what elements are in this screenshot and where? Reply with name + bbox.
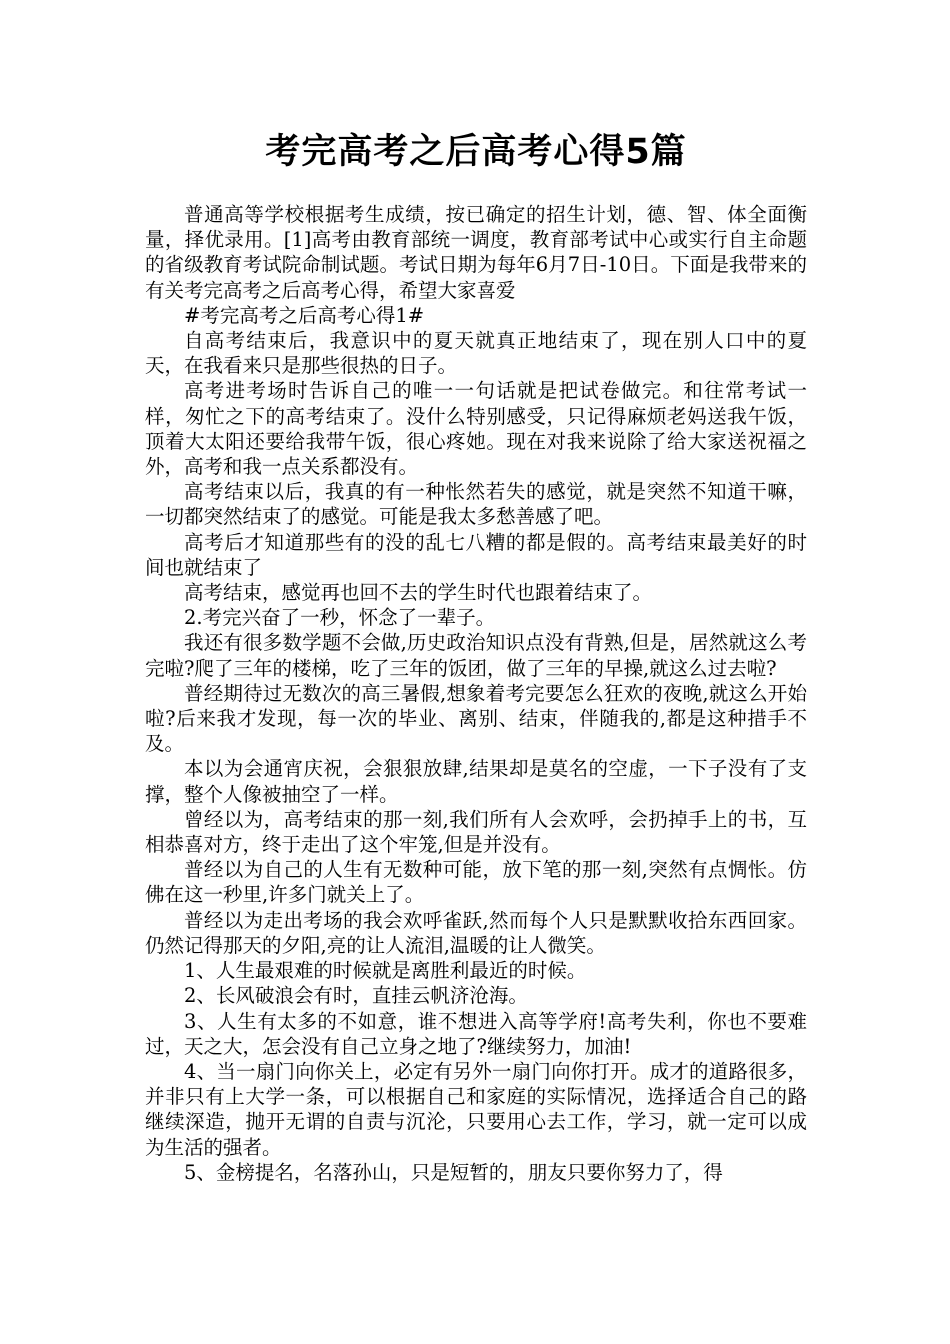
list-item: 1、人生最艰难的时候就是离胜利最近的时候。 [184, 959, 587, 983]
paragraph: 我还有很多数学题不会做,历史政治知识点没有背熟,但是，居然就这么考完啦?爬了三年的楼梯，吃了三年的饭团，做了三年的早操,就这么过去啦? [145, 631, 807, 680]
list-item: 4、当一扇门向你关上，必定有另外一扇门向你打开。成才的道路很多，并非只有上大学一条，可以根据自己和家庭的实际情况，选择适合自己的路继续深造，抛开无谓的自责与沉沦，只要用心去工作，学习，就一定可以成为生活的强者。 [145, 1059, 807, 1159]
paragraph: 高考后才知道那些有的没的乱七八糟的都是假的。高考结束最美好的时间也就结束了 [145, 530, 807, 579]
list-item: 3、人生有太多的不如意，谁不想进入高等学府!高考失利，你也不要难过，天之大，怎会没有自己立身之地了?继续努力，加油! [145, 1009, 807, 1058]
paragraph: 普经以为走出考场的我会欢呼雀跃,然而每个人只是默默收拾东西回家。仍然记得那天的夕阳,亮的让人流泪,温暖的让人微笑。 [145, 908, 807, 957]
document-page [145, 128, 807, 1185]
paragraph: 普经期待过无数次的高三暑假,想象着考完要怎么狂欢的夜晚,就这么开始啦?后来我才发现，每一次的毕业、离别、结束，伴随我的,都是这种措手不及。 [145, 681, 807, 756]
paragraph: 2.考完兴奋了一秒，怀念了一辈子。 [184, 606, 496, 630]
paragraph-intro: 普通高等学校根据考生成绩，按已确定的招生计划，德、智、体全面衡量，择优录用。[1]高考由教育部统一调度，教育部考试中心或实行自主命题的省级教育考试院命制试题。考试日期为每年6月7日-10日。下面是我带来的有关考完高考之后高考心得，希望大家喜爱 [145, 203, 807, 302]
paragraph: 普经以为自己的人生有无数种可能，放下笔的那一刻,突然有点惆怅。仿佛在这一秒里,许多门就关上了。 [145, 858, 807, 907]
paragraph: 自高考结束后，我意识中的夏天就真正地结束了，现在别人口中的夏天，在我看来只是那些很热的日子。 [145, 329, 807, 378]
paragraph: 高考结束，感觉再也回不去的学生时代也跟着结束了。 [184, 581, 653, 605]
paragraph: 本以为会通宵庆祝，会狠狠放肆,结果却是莫名的空虚，一下子没有了支撑，整个人像被抽空了一样。 [145, 757, 807, 806]
section-heading-1: #考完高考之后高考心得1# [184, 303, 425, 327]
paragraph: 曾经以为，高考结束的那一刻,我们所有人会欢呼，会扔掉手上的书，互相恭喜对方，终于走出了这个牢笼,但是并没有。 [145, 807, 807, 857]
document-title: 考完高考之后高考心得5篇 [265, 132, 687, 172]
paragraph: 高考结束以后，我真的有一种怅然若失的感觉，就是突然不知道干嘛，一切都突然结束了的感觉。可能是我太多愁善感了吧。 [145, 480, 807, 529]
list-item: 2、长风破浪会有时，直挂云帆济沧海。 [184, 984, 528, 1008]
document-body [145, 202, 807, 1185]
list-item: 5、金榜提名，名落孙山，只是短暂的，朋友只要你努力了，得 [184, 1160, 723, 1184]
paragraph: 高考进考场时告诉自己的唯一一句话就是把试卷做完。和往常考试一样，匆忙之下的高考结束了。没什么特别感受，只记得麻烦老妈送我午饭，顶着大太阳还要给我带午饭，很心疼她。现在对我来说除了给大家送祝福之外，高考和我一点关系都没有。 [145, 379, 807, 479]
